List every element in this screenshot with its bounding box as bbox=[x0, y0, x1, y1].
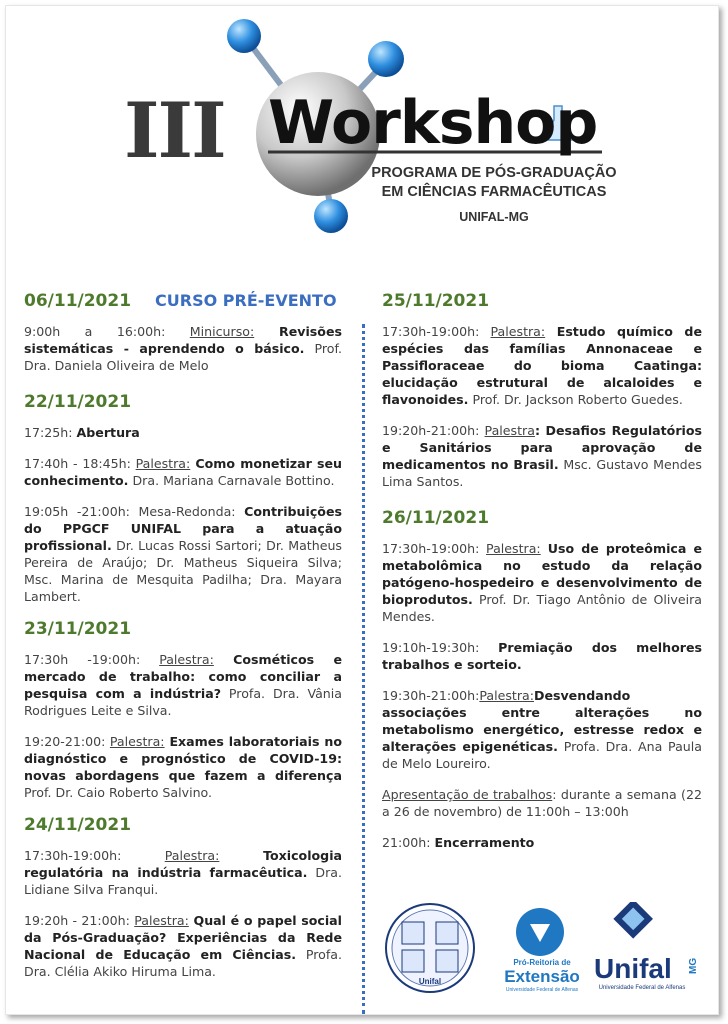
item-time: 19:05h -21:00h: Mesa-Redonda: bbox=[24, 504, 245, 519]
schedule-item bbox=[24, 912, 342, 980]
item-time: 19:20h-21:00h: bbox=[382, 423, 485, 438]
item-title: Uso de proteômica e metabolômica no estudo da relação patógeno-hospedeiro e desenvolvimento de bioprodutos. bbox=[382, 541, 702, 607]
item-time: 17:30h-19:00h: bbox=[382, 324, 491, 339]
item-time: 17:30h -19:00h: bbox=[24, 652, 160, 667]
program-name bbox=[364, 164, 624, 227]
item-title: Revisões sistemáticas - aprendendo o básico. bbox=[24, 324, 342, 356]
item-type: Palestra: bbox=[134, 913, 189, 928]
item-time: 19:10h-19:30h: bbox=[382, 640, 499, 655]
schedule-item bbox=[24, 847, 342, 898]
schedule-item bbox=[24, 651, 342, 719]
item-title: Contribuições do PPGCF UNIFAL para a atuação profissional. bbox=[24, 504, 342, 553]
schedule-item bbox=[24, 455, 342, 489]
schedule-item bbox=[382, 687, 702, 772]
item-time: 21:00h: bbox=[382, 835, 435, 850]
item-type: Palestra: bbox=[479, 688, 534, 703]
item-time: 17:40h - 18:45h: bbox=[24, 456, 136, 471]
item-time: 9:00h a 16:00h: bbox=[24, 324, 190, 339]
item-type: Minicurso: bbox=[189, 324, 255, 339]
item-title: Qual é o papel social da Pós-Graduação? Experiências da Rede Nacional de Educação em Ciências. bbox=[24, 913, 342, 962]
item-title: Estudo químico de espécies das famílias Annonaceae e Passifloraceae do bioma Caatinga: elucidação estrutural de alcaloides e flavonoides. bbox=[382, 324, 702, 407]
column-divider bbox=[362, 324, 365, 1014]
item-title: Exames laboratoriais no diagnóstico e prognóstico de COVID-19: novas abordagens que fazem a diferença bbox=[24, 734, 342, 783]
schedule-item bbox=[24, 424, 342, 441]
item-title: Encerramento bbox=[434, 835, 535, 850]
unifal-logo-subtitle: Universidade Federal de Alfenas bbox=[598, 985, 686, 991]
item-type: Palestra: bbox=[486, 541, 541, 556]
institution-logos-icon bbox=[384, 902, 714, 1002]
item-time: 19:20-21:00: bbox=[24, 734, 110, 749]
date-label: 24/11/2021 bbox=[24, 815, 132, 835]
item-speaker: Profa. Dra. Clélia Akiko Hiruma Lima. bbox=[24, 947, 342, 979]
unifal-logo-suffix: MG bbox=[688, 957, 699, 974]
item-speaker: Dr. Lucas Rossi Sartori; Dr. Matheus Pereira de Araújo; Dr. Matheus Siqueira Silva; Msc. Marina de Mesquita Padilha; Dra. Mayara Lambert. bbox=[24, 538, 342, 604]
extensao-logo-line1: Pró-Reitoria de bbox=[513, 958, 571, 967]
item-speaker: Msc. Gustavo Mendes Lima Santos. bbox=[382, 457, 702, 489]
extensao-logo-line3: Universidade Federal de Alfenas bbox=[505, 987, 579, 993]
workshop-header bbox=[6, 6, 718, 276]
date-label: 25/11/2021 bbox=[382, 291, 490, 311]
date-label: 06/11/2021 bbox=[24, 291, 132, 311]
institution-name: UNIFAL-MG bbox=[459, 210, 529, 224]
schedule-item bbox=[382, 422, 702, 490]
item-title: Cosméticos e mercado de trabalho: como conciliar a pesquisa com a indústria? bbox=[24, 652, 342, 701]
item-title: Abertura bbox=[76, 425, 140, 440]
item-time: 19:30h-21:00h: bbox=[382, 688, 480, 703]
workshop-title: Workshop bbox=[268, 88, 598, 158]
schedule-item bbox=[382, 834, 702, 851]
unifal-logo-word: Unifal bbox=[594, 953, 672, 984]
item-type: Apresentação de trabalhos bbox=[382, 787, 553, 802]
item-title: Premiação dos melhores trabalhos e sorteio. bbox=[382, 640, 702, 672]
day-heading bbox=[24, 291, 342, 323]
item-time: 17:30h-19:00h: bbox=[24, 848, 165, 863]
schedule-item bbox=[24, 503, 342, 605]
item-detail: : durante a semana (22 a 26 de novembro) de 11:00h – 13:00h bbox=[382, 787, 702, 819]
item-title: Toxicologia regulatória na indústria farmacêutica. bbox=[24, 848, 343, 880]
item-speaker: Profa. Dra. Ana Paula de Melo Loureiro. bbox=[382, 739, 702, 771]
item-speaker: Prof. Dra. Daniela Oliveira de Melo bbox=[24, 341, 342, 373]
item-time: 19:20h - 21:00h: bbox=[24, 913, 135, 928]
item-title: : Desafios Regulatórios e Sanitários para aprovação de medicamentos no Brasil. bbox=[382, 423, 702, 472]
sponsor-logos bbox=[384, 902, 714, 1002]
item-speaker: Profa. Dra. Vânia Rodrigues Leite e Silva. bbox=[24, 686, 342, 718]
item-type: Palestra bbox=[484, 423, 535, 438]
item-type: Palestra: bbox=[159, 652, 214, 667]
schedule-item bbox=[382, 639, 702, 673]
item-time: 17:30h-19:00h: bbox=[382, 541, 487, 556]
date-label: 23/11/2021 bbox=[24, 619, 132, 639]
schedule-item bbox=[382, 323, 702, 408]
date-label: 26/11/2021 bbox=[382, 508, 490, 528]
item-speaker: Prof. Dr. Caio Roberto Salvino. bbox=[24, 785, 213, 800]
schedule-item bbox=[382, 786, 702, 820]
schedule-item bbox=[24, 323, 342, 374]
roman-numeral: III bbox=[124, 86, 225, 175]
pre-event-course-label: CURSO PRÉ-EVENTO bbox=[155, 291, 337, 310]
item-type: Palestra: bbox=[109, 734, 165, 749]
item-title: Como monetizar seu conhecimento. bbox=[24, 456, 342, 488]
item-speaker: Prof. Dr. Tiago Antônio de Oliveira Mendes. bbox=[382, 592, 702, 624]
item-speaker: Dra. Lidiane Silva Franqui. bbox=[24, 865, 342, 897]
item-title: Desvendando associações entre alterações no metabolismo energético, estresse redox e alterações epigenéticas. bbox=[382, 688, 702, 754]
seal-logo-text: Unifal bbox=[418, 977, 442, 986]
right-column bbox=[382, 291, 702, 865]
item-type: Palestra: bbox=[164, 848, 220, 863]
item-speaker: Prof. Dr. Jackson Roberto Guedes. bbox=[468, 392, 683, 407]
item-speaker: Dra. Mariana Carnavale Bottino. bbox=[128, 473, 335, 488]
flyer-page bbox=[5, 5, 719, 1015]
program-line-2: EM CIÊNCIAS FARMACÊUTICAS bbox=[381, 184, 607, 200]
date-label: 22/11/2021 bbox=[24, 392, 132, 412]
schedule-item bbox=[382, 540, 702, 625]
program-line-1: PROGRAMA DE PÓS-GRADUAÇÃO bbox=[371, 165, 617, 181]
item-type: Palestra: bbox=[490, 324, 546, 339]
schedule-item bbox=[24, 733, 342, 801]
left-column bbox=[24, 291, 342, 994]
extensao-logo-line2: Extensão bbox=[504, 967, 580, 986]
item-time: 17:25h: bbox=[24, 425, 77, 440]
item-type: Palestra: bbox=[135, 456, 191, 471]
